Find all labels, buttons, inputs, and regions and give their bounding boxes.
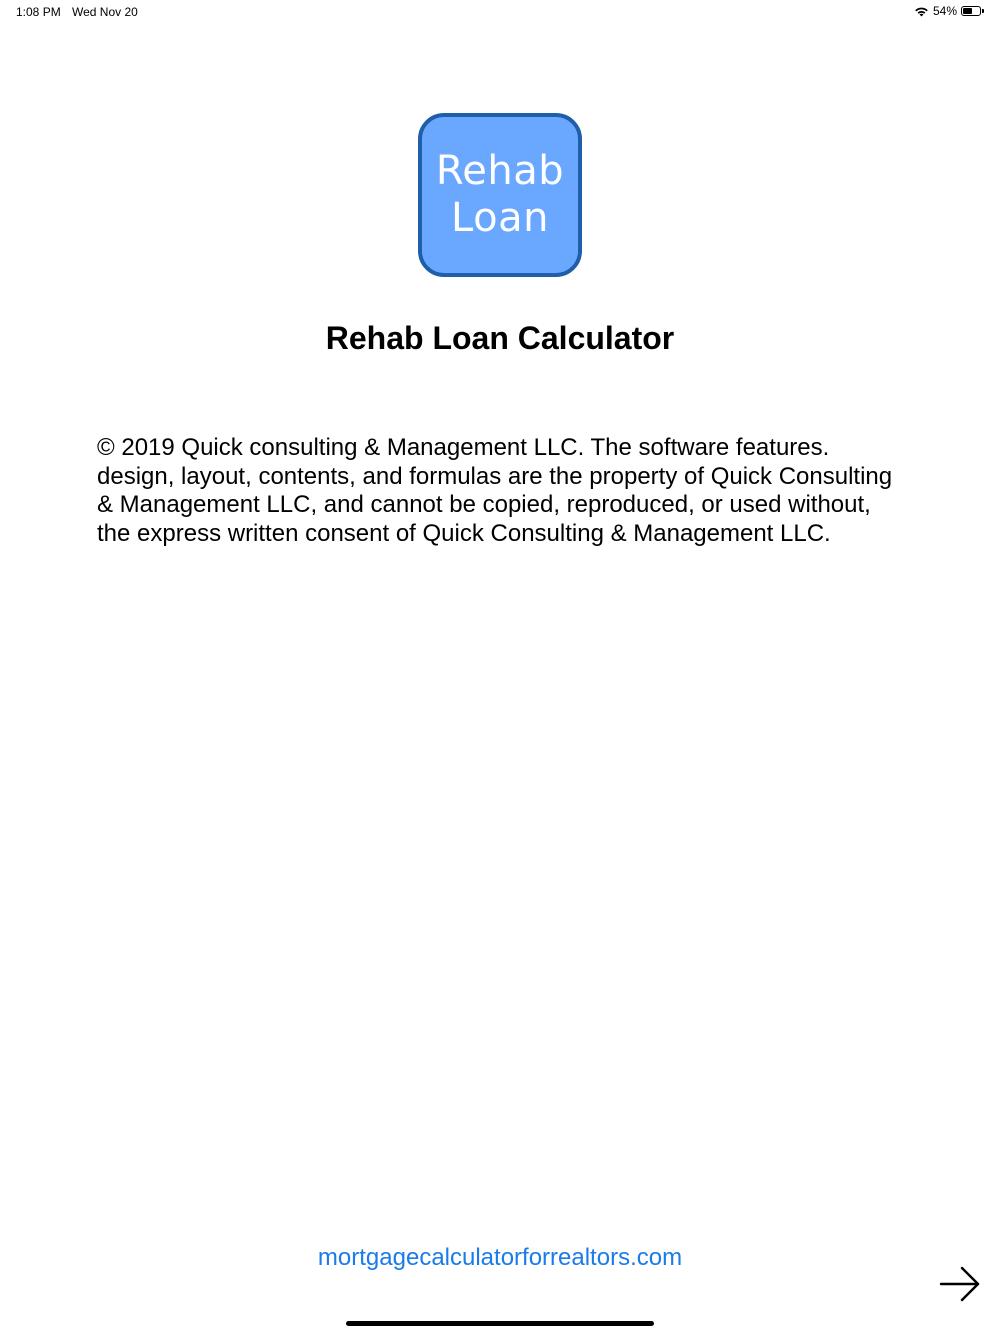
- home-indicator[interactable]: [346, 1321, 654, 1326]
- status-bar: [0, 0, 1000, 24]
- logo-text-line2: Loan: [451, 195, 549, 241]
- battery-percent: 54%: [932, 4, 957, 18]
- battery-icon: [961, 6, 984, 16]
- arrow-right-icon: [938, 1264, 982, 1304]
- status-indicators: [914, 4, 984, 18]
- battery-fill: [963, 8, 972, 14]
- app-title: Rehab Loan Calculator: [325, 320, 675, 356]
- wifi-icon: [914, 6, 929, 17]
- status-time: 1:08 PM: [16, 5, 61, 19]
- website-link[interactable]: mortgagecalculatorforrealtors.com: [317, 1244, 683, 1271]
- next-button[interactable]: [938, 1264, 982, 1304]
- app-logo: [418, 113, 582, 277]
- logo-text-line1: Rehab: [435, 148, 565, 194]
- status-date: Wed Nov 20: [72, 5, 138, 19]
- copyright-text: © 2019 Quick consulting & Management LLC. The software features. design, layout, contents, and formulas are the property of Quick Consulting & Management LLC, and cannot be copied, reproduced, or used without, the express written consent of Quick Consulting & Management LLC.: [97, 434, 893, 547]
